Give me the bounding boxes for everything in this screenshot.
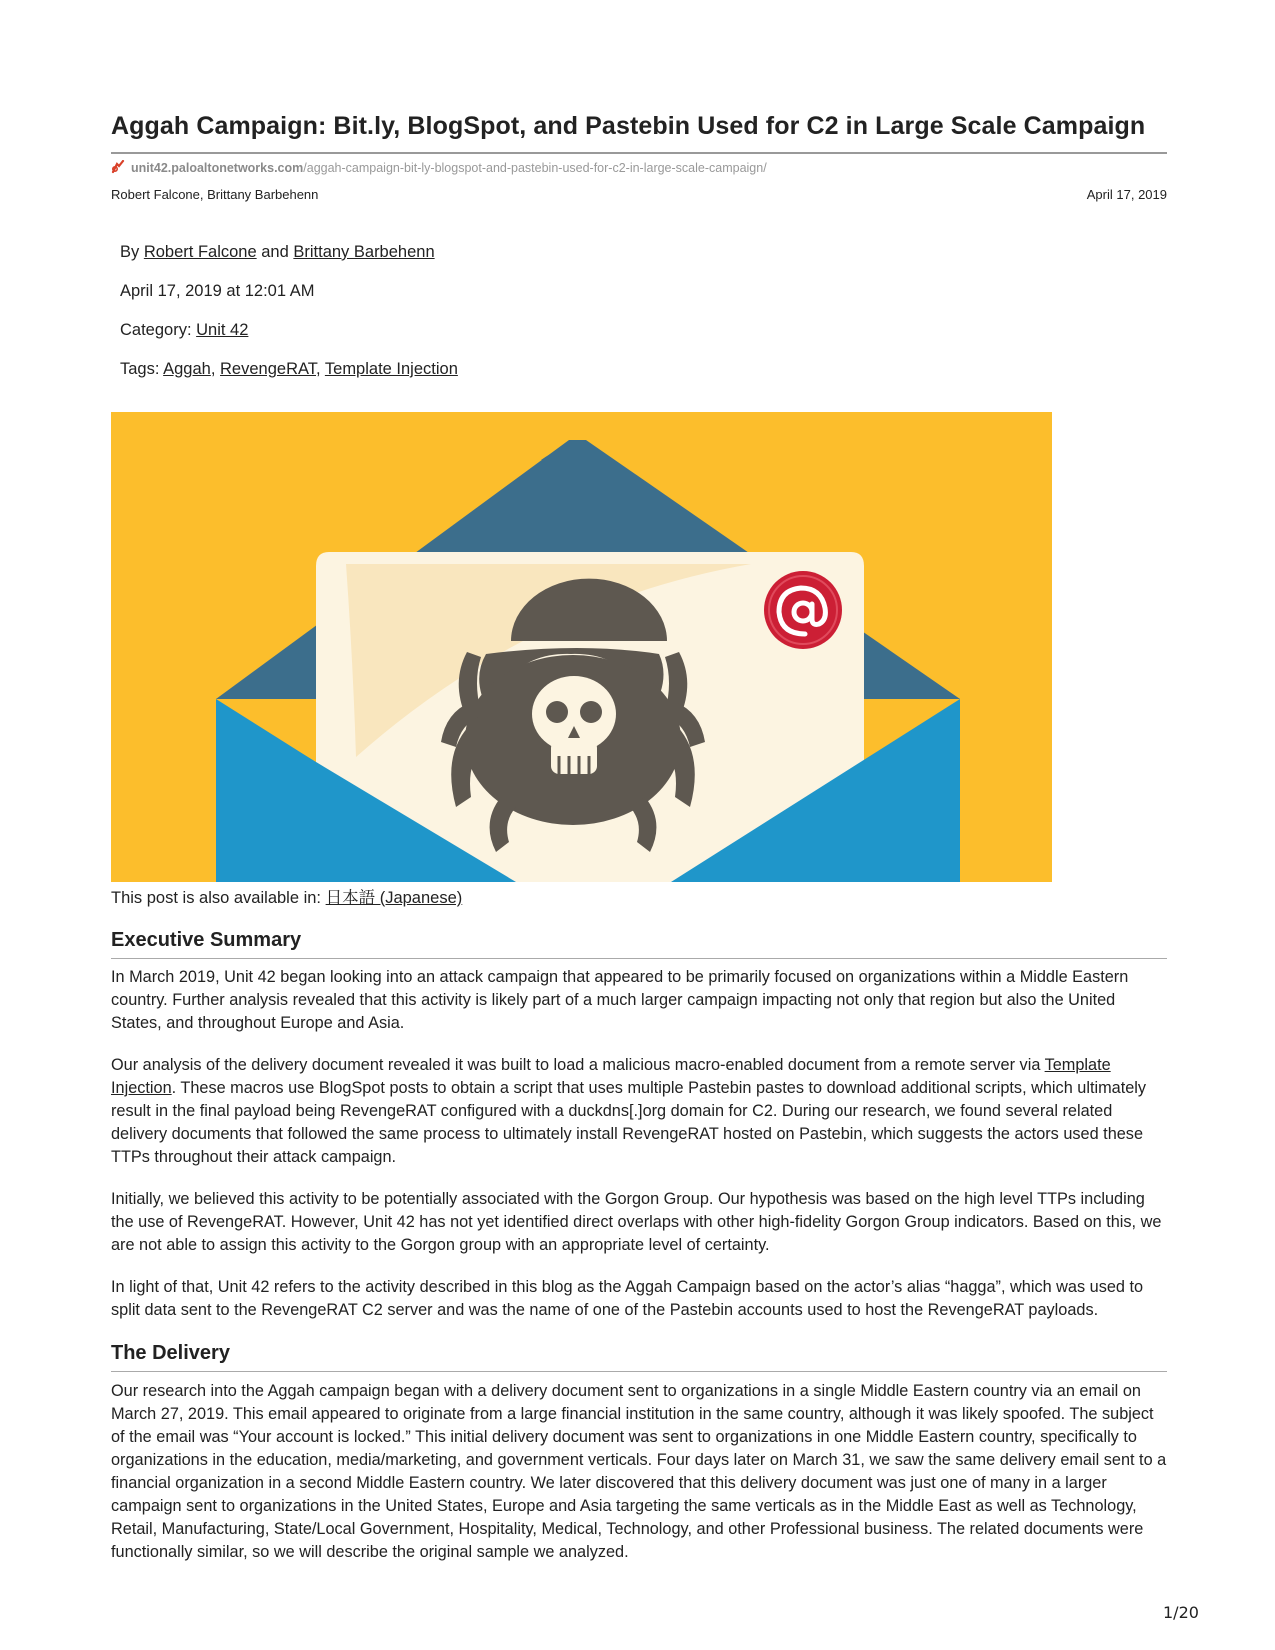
header-date: April 17, 2019 — [1086, 187, 1167, 202]
exec-summary-paragraph-2 — [111, 1054, 1167, 1169]
author-link-robert-falcone[interactable]: Robert Falcone — [143, 243, 257, 261]
tags-line — [120, 360, 458, 379]
tag-link-aggah[interactable]: Aggah — [163, 360, 211, 378]
header-authors: Robert Falcone, Brittany Barbehenn — [111, 187, 319, 202]
language-availability — [111, 884, 462, 908]
delivery-heading: The Delivery — [111, 1342, 230, 1364]
page-number: 1/20 — [1163, 1603, 1199, 1622]
byline — [120, 243, 435, 262]
tag-link-revengerat[interactable]: RevengeRAT — [220, 360, 317, 378]
paragraph-text: Our analysis of the delivery document revealed it was built to load a malicious macro-enabled document from a remote server via — [111, 1056, 1045, 1074]
tag-separator: , — [210, 360, 221, 378]
source-path: /aggah-campaign-bit-ly-blogspot-and-pastebin-used-for-c2-in-large-scale-campaign/ — [303, 161, 767, 175]
tag-separator: , — [316, 360, 325, 378]
hero-image — [111, 412, 1052, 882]
category-line — [120, 321, 248, 340]
exec-summary-paragraph-3: Initially, we believed this activity to be potentially associated with the Gorgon Group. Our hypothesis was based on the high level TTPs including the use of RevengeRAT. However, Unit 42 has not yet identified direct overlaps with other high-fidelity Gorgon Group indicators. Based on this, we are not able to assign this activity to the Gorgon group with an appropriate level of certainty. — [111, 1190, 1162, 1254]
exec-summary-paragraph-1: In March 2019, Unit 42 began looking into an attack campaign that appeared to be primarily focused on organizations within a Middle Eastern country. Further analysis revealed that this activity is likely part of a much larger campaign impacting not only that region but also the United States, and throughout Europe and Asia. — [111, 968, 1129, 1032]
at-badge-icon — [764, 571, 842, 649]
tags-label: Tags: — [120, 360, 164, 378]
title-divider — [111, 152, 1167, 154]
byline-and: and — [256, 243, 294, 261]
source-domain: unit42.paloaltonetworks.com — [131, 161, 304, 175]
publish-datetime: April 17, 2019 at 12:01 AM — [120, 282, 315, 300]
unit42-favicon-icon — [111, 160, 125, 174]
source-url[interactable] — [111, 160, 767, 175]
section-divider — [111, 1371, 1167, 1372]
paragraph-text: . These macros use BlogSpot posts to obtain a script that uses multiple Pastebin pastes to download additional scripts, which ultimately result in the final payload being RevengeRAT configured with a duckdns[.]org domain for C2. During our research, we found several related delivery documents that followed the same process to ultimately install RevengeRAT hosted on Pastebin, which suggests the actors used these TTPs throughout their attack campaign. — [111, 1079, 1147, 1166]
exec-summary-paragraph-4: In light of that, Unit 42 refers to the activity described in this blog as the Aggah Campaign based on the actor’s alias “hagga”, which was used to split data sent to the RevengeRAT C2 server and was the name of one of the Pastebin accounts used to host the RevengeRAT payloads. — [111, 1278, 1144, 1319]
section-divider — [111, 958, 1167, 959]
author-link-brittany-barbehenn[interactable]: Brittany Barbehenn — [293, 243, 435, 261]
category-label: Category: — [120, 321, 197, 339]
availability-prefix: This post is also available in: — [111, 889, 326, 907]
delivery-paragraph-1: Our research into the Aggah campaign began with a delivery document sent to organizations in a single Middle Eastern country via an email on March 27, 2019. This email appeared to originate from a large financial institution in the same country, although it was likely spoofed. The subject of the email was “Your account is locked.” This initial delivery document was sent to organizations in one Middle Eastern country, specifically to organizations in the education, media/marketing, and government verticals. Four days later on March 31, we saw the same delivery email sent to a financial organization in a second Middle Eastern country. We later discovered that this delivery document was just one of many in a larger campaign sent to organizations in the United States, Europe and Asia targeting the same verticals as in the Middle East as well as Technology, Retail, Manufacturing, State/Local Government, Hospitality, Medical, Technology, and other Professional business. The related documents were functionally similar, so we will describe the original sample we analyzed. — [111, 1382, 1167, 1561]
executive-summary-heading: Executive Summary — [111, 929, 302, 951]
template-injection-link[interactable]: Template Injection — [111, 1056, 1111, 1097]
byline-prefix: By — [120, 243, 144, 261]
tag-link-template-injection[interactable]: Template Injection — [324, 360, 458, 378]
japanese-version-link[interactable]: 日本語 (Japanese) — [325, 889, 463, 907]
category-link-unit42[interactable]: Unit 42 — [196, 321, 249, 339]
article-title: Aggah Campaign: Bit.ly, BlogSpot, and Pastebin Used for C2 in Large Scale Campaign — [111, 112, 1146, 140]
